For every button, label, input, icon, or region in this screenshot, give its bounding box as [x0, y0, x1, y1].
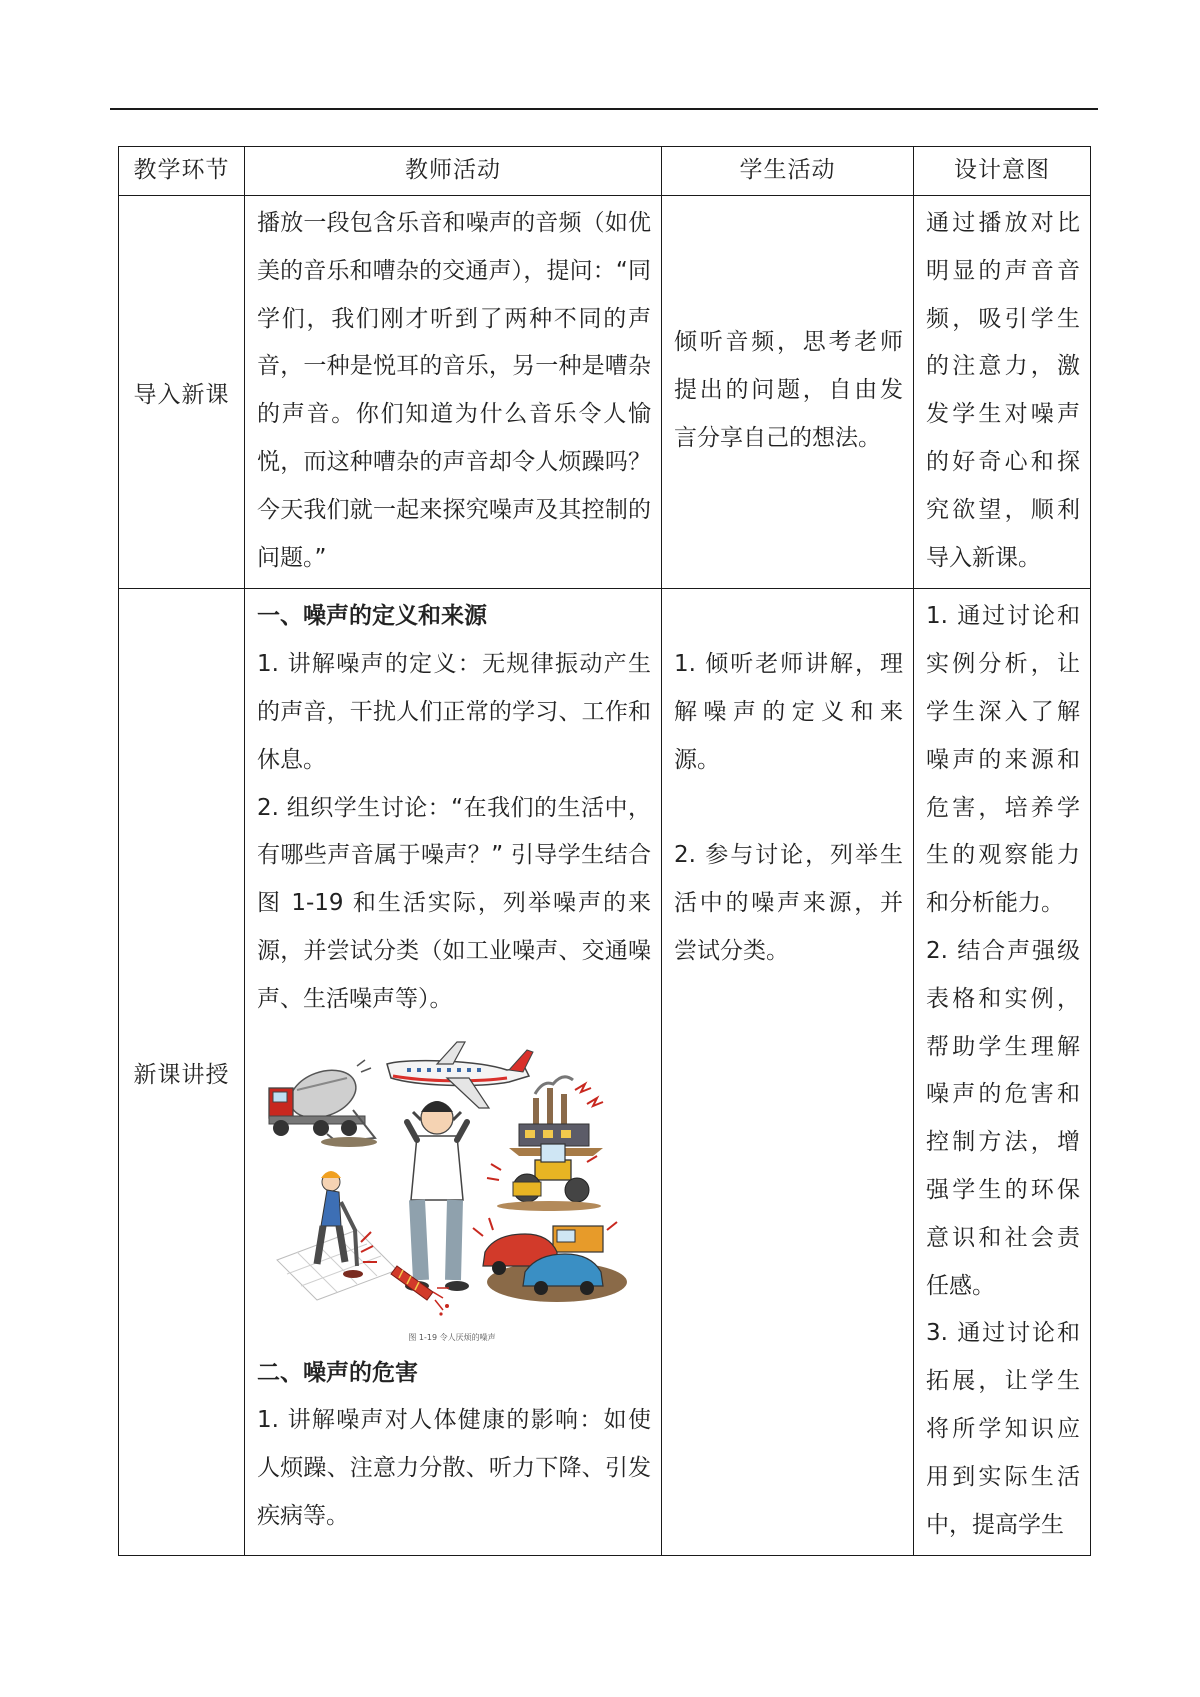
stage-new-lesson: 新课讲授 [119, 589, 245, 1556]
header-design-intent: 设计意图 [914, 147, 1091, 196]
worker-jackhammer-icon [277, 1171, 397, 1300]
design-intent-intro-text: 通过播放对比明显的声音音频，吸引学生的注意力，激发学生对噪声的好奇心和探究欲望，顺利导入新课。 [926, 210, 1080, 571]
table-header-row [119, 147, 1091, 196]
table-row [119, 196, 1091, 589]
header-rule [110, 108, 1098, 110]
spacer [674, 593, 903, 641]
lesson-plan-table [118, 146, 1091, 1556]
header-teacher-activity: 教师活动 [245, 147, 662, 196]
table-row [119, 589, 1091, 1556]
intent-item-1: 1. 通过讨论和实例分析，让学生深入了解噪声的来源和危害，培养学生的观察能力和分析能力。 [926, 603, 1080, 917]
figure-caption: 图 1-19 令人厌烦的噪声 [408, 1332, 496, 1342]
design-intent-intro [914, 196, 1091, 589]
airplane-icon [387, 1042, 533, 1108]
noise-sources-figure [257, 1030, 637, 1330]
traffic-cars-icon [473, 1218, 627, 1302]
student-item-listen: 1. 倾听老师讲解，理解噪声的定义和来源。 [674, 651, 903, 773]
header-student-activity: 学生活动 [662, 147, 914, 196]
design-intent-new-lesson [914, 589, 1091, 1556]
student-activity-intro-text: 倾听音频，思考老师提出的问题，自由发言分享自己的想法。 [674, 329, 903, 452]
student-item-discuss: 2. 参与讨论，列举生活中的噪声来源，并尝试分类。 [674, 842, 903, 964]
teacher-item-definition: 1. 讲解噪声的定义：无规律振动产生的声音，干扰人们正常的学习、工作和休息。 [257, 651, 651, 773]
noise-illustration [257, 1030, 647, 1344]
teacher-item-health-effects: 1. 讲解噪声对人体健康的影响：如使人烦躁、注意力分散、听力下降、引发疾病等。 [257, 1407, 651, 1529]
spacer [674, 785, 903, 833]
intent-item-2: 2. 结合声强级表格和实例，帮助学生理解噪声的危害和控制方法，增强学生的环保意识和社会责任感。 [926, 937, 1080, 1299]
student-activity-new-lesson [662, 589, 914, 1556]
teacher-activity-intro-text: 播放一段包含乐音和噪声的音频（如优美的音乐和嘈杂的交通声），提问：“同学们，我们刚才听到了两种不同的声音，一种是悦耳的音乐，另一种是嘈杂的声音。你们知道为什么音乐令人愉悦，而这种嘈杂的声音却令人烦躁吗？今天我们就一起来探究噪声及其控制的问题。” [257, 210, 651, 571]
header-stage: 教学环节 [119, 147, 245, 196]
teacher-item-discussion: 2. 组织学生讨论：“在我们的生活中，有哪些声音属于噪声？” 引导学生结合图 1-19 和生活实际，列举噪声的来源，并尝试分类（如工业噪声、交通噪声、生活噪声等）。 [257, 794, 651, 1012]
section-title-harm: 二、噪声的危害 [257, 1359, 418, 1386]
section-title-definition: 一、噪声的定义和来源 [257, 603, 487, 630]
intent-item-3: 3. 通过讨论和拓展，让学生将所学知识应用到实际生活中，提高学生 [926, 1320, 1080, 1538]
teacher-activity-new-lesson [245, 589, 662, 1556]
student-activity-intro [662, 196, 914, 589]
person-covering-ears-icon [405, 1101, 469, 1291]
stage-intro: 导入新课 [119, 196, 245, 589]
teacher-activity-intro [245, 196, 662, 589]
cement-mixer-truck-icon [269, 1060, 377, 1147]
